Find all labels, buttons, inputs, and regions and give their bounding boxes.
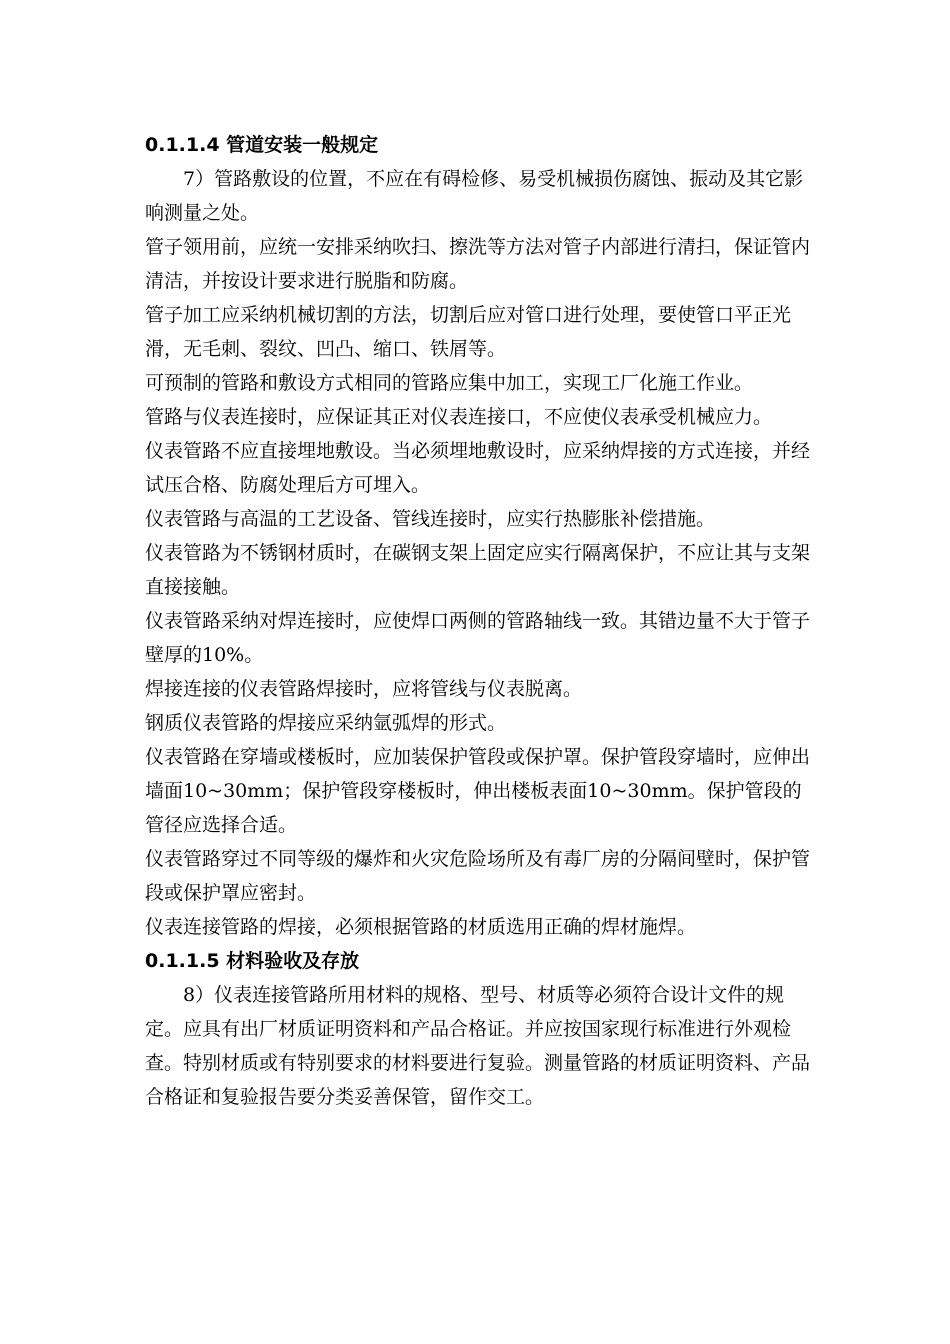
- paragraph: 焊接连接的仪表管路焊接时，应将管线与仪表脱离。: [145, 678, 583, 700]
- paragraph: 仪表连接管路的焊接，必须根据管路的材质选用正确的焊材施焊。: [145, 916, 697, 938]
- paragraph: 可预制的管路和敷设方式相同的管路应集中加工，实现工厂化施工作业。: [145, 372, 754, 394]
- paragraph: 8）仪表连接管路所用材料的规格、型号、材质等必须符合设计文件的规定。应具有出厂材质证明资料和产品合格证。并应按国家现行标准进行外观检查。特别材质或有特别要求的材料要进行复验。测量管路的材质证明资料、产品合格证和复验报告要分类妥善保管，留作交工。: [145, 984, 811, 1108]
- paragraph: 管路与仪表连接时，应保证其正对仪表连接口，不应使仪表承受机械应力。: [145, 406, 773, 428]
- paragraph: 7）管路敷设的位置，不应在有碍检修、易受机械损伤腐蚀、振动及其它影响测量之处。: [145, 168, 804, 224]
- section-heading-material-acceptance: 0.1.1.5 材料验收及存放: [145, 950, 360, 972]
- paragraph: 仪表管路与高温的工艺设备、管线连接时，应实行热膨胀补偿措施。: [145, 508, 716, 530]
- paragraph: 仪表管路不应直接埋地敷设。当必须埋地敷设时，应采纳焊接的方式连接，并经试压合格、防腐处理后方可埋入。: [145, 440, 811, 496]
- paragraph: 管子领用前，应统一安排采纳吹扫、擦洗等方法对管子内部进行清扫，保证管内清洁，并按设计要求进行脱脂和防腐。: [145, 236, 811, 292]
- paragraph: 仪表管路在穿墙或楼板时，应加装保护管段或保护罩。保护管段穿墙时，应伸出墙面10~30mm；保护管段穿楼板时，伸出楼板表面10~30mm。保护管段的管径应选择合适。: [145, 746, 811, 836]
- document-page: [145, 128, 815, 1114]
- paragraph: 仪表管路采纳对焊连接时，应使焊口两侧的管路轴线一致。其错边量不大于管子壁厚的10%。: [145, 610, 811, 666]
- section-heading-pipe-installation: 0.1.1.4 管道安装一般规定: [145, 134, 379, 156]
- paragraph: 仪表管路穿过不同等级的爆炸和火灾危险场所及有毒厂房的分隔间壁时，保护管段或保护罩应密封。: [145, 848, 811, 904]
- paragraph: 管子加工应采纳机械切割的方法，切割后应对管口进行处理，要使管口平正光滑，无毛刺、裂纹、凹凸、缩口、铁屑等。: [145, 304, 792, 360]
- paragraph: 仪表管路为不锈钢材质时，在碳钢支架上固定应实行隔离保护，不应让其与支架直接接触。: [145, 542, 811, 598]
- paragraph: 钢质仪表管路的焊接应采纳氩弧焊的形式。: [145, 712, 507, 734]
